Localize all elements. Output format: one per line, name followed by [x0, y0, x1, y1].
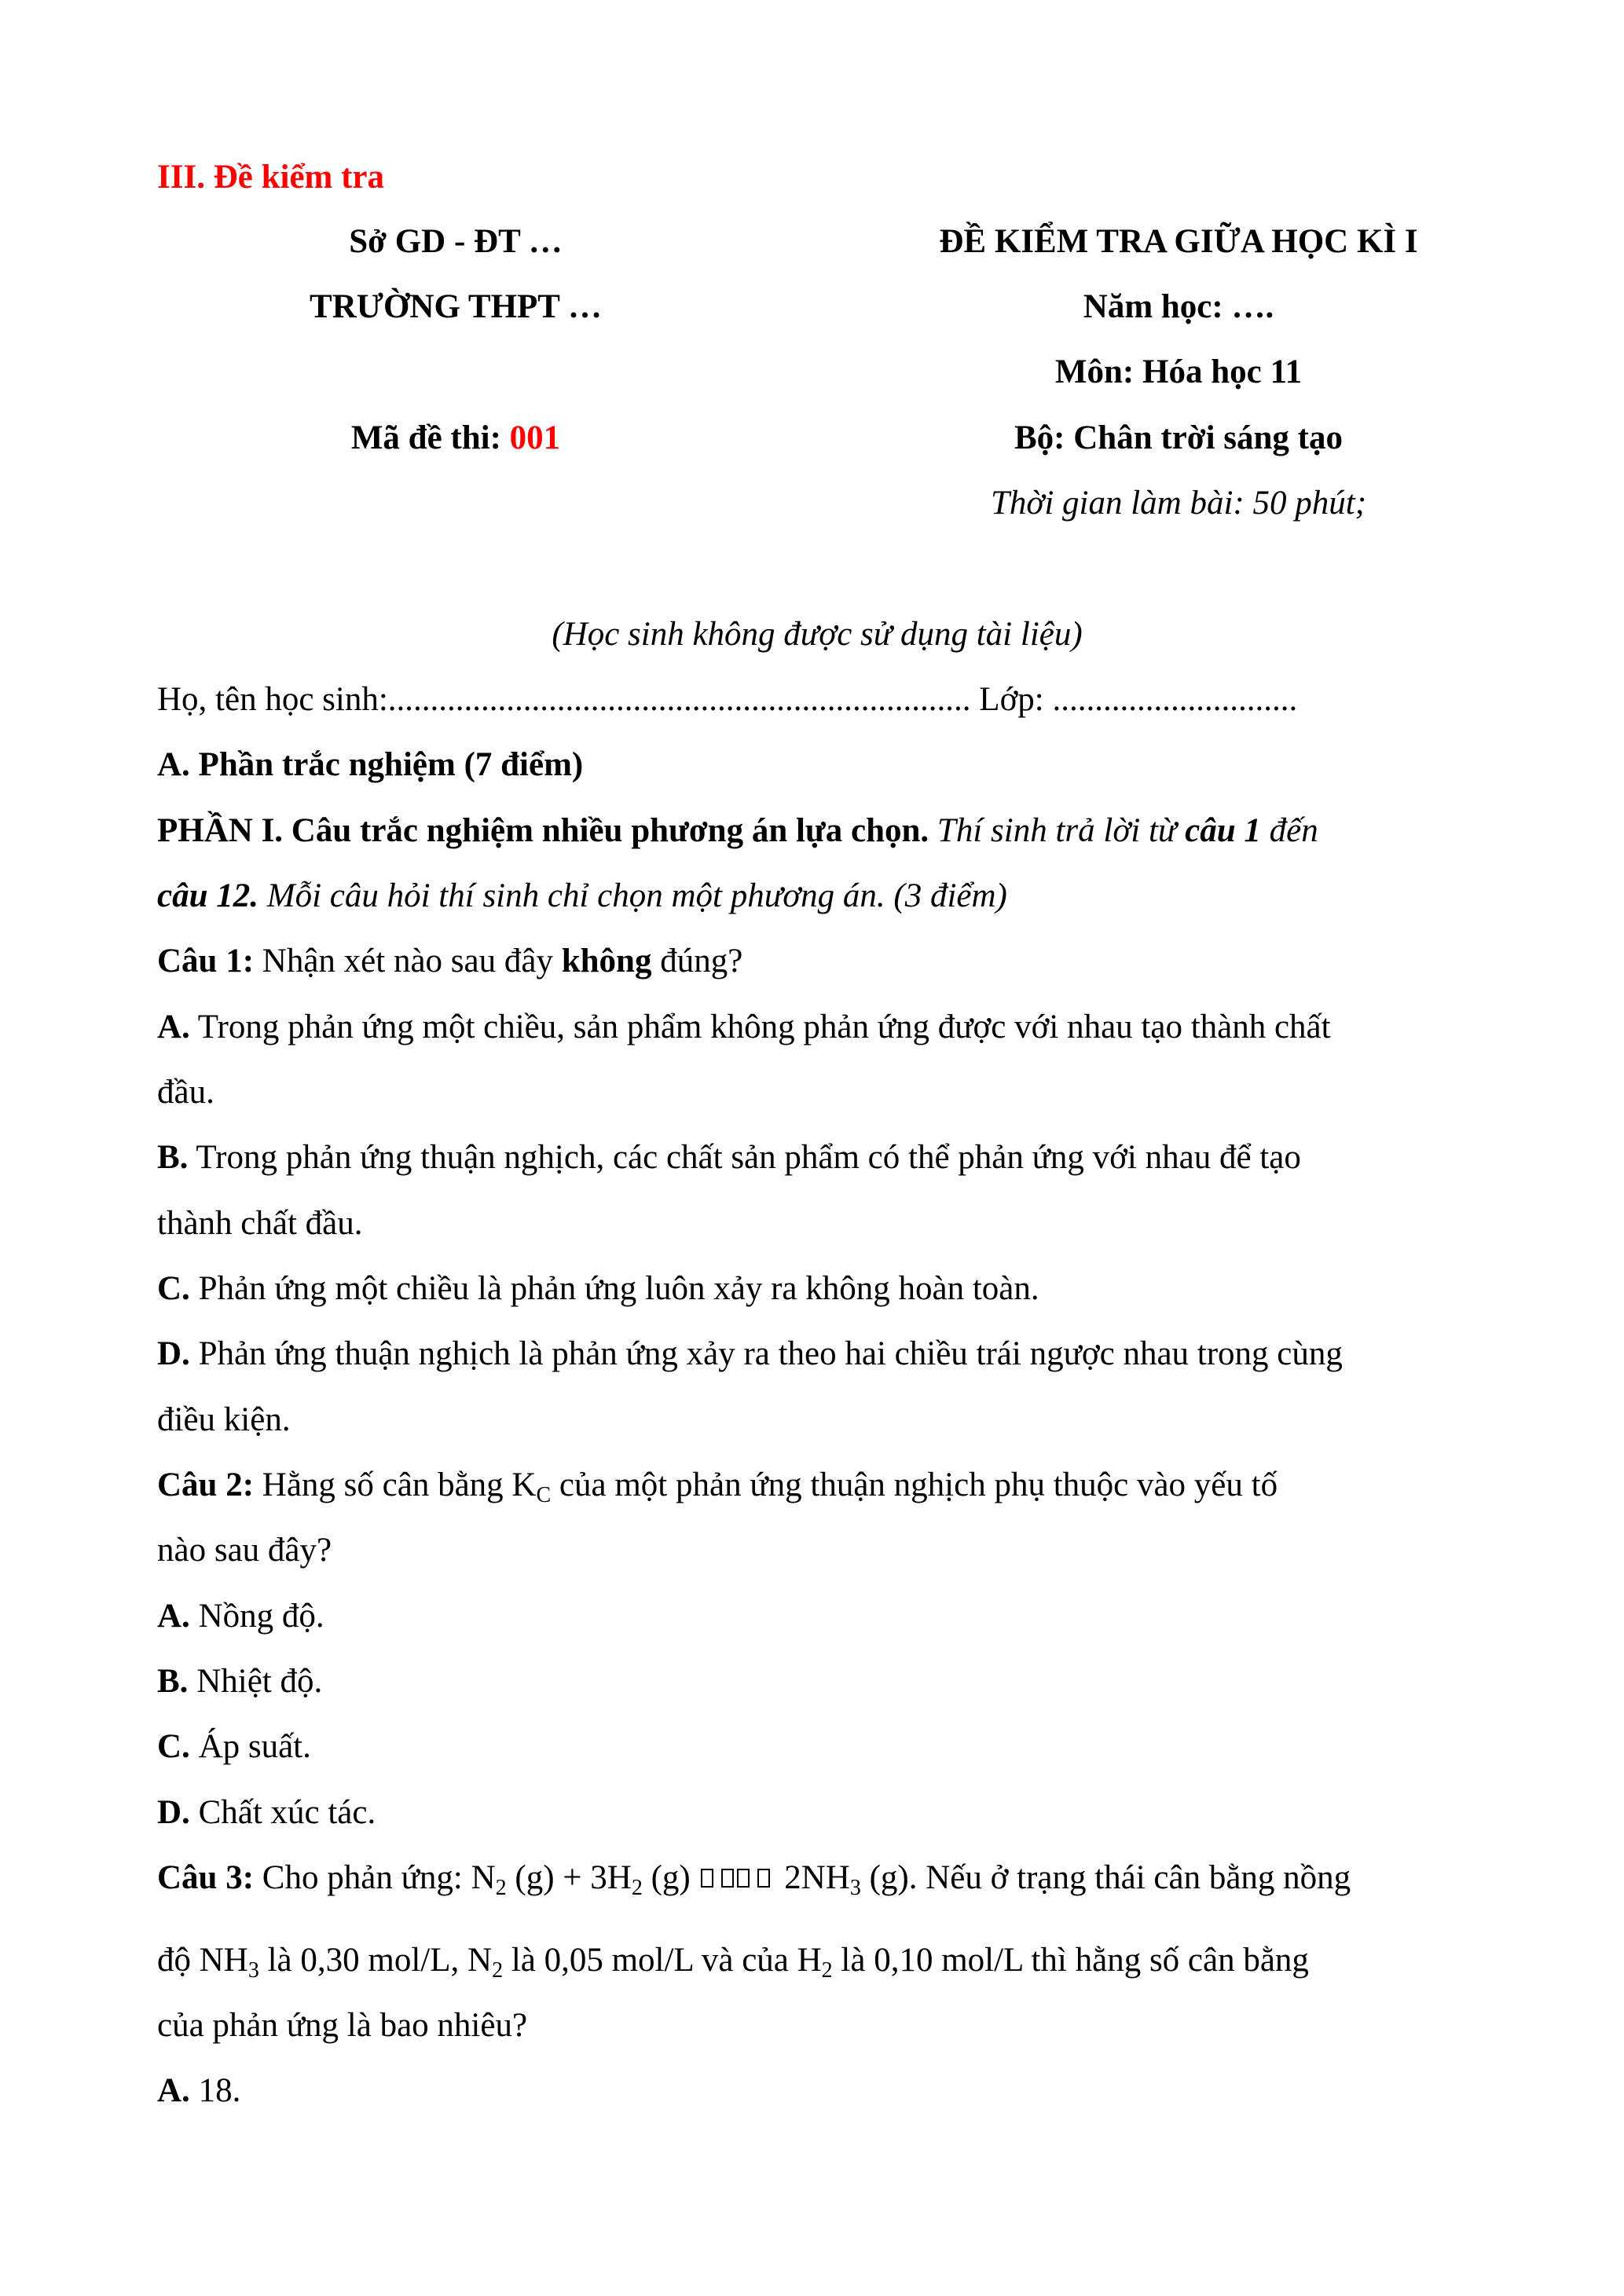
department: Sở GD - ĐT … [349, 223, 563, 260]
q1-option-a: A. Trong phản ứng một chiều, sản phẩm không phản ứng được với nhau tạo thành chất [157, 1009, 1331, 1045]
school-name: TRƯỜNG THPT … [310, 288, 602, 325]
section-title: III. Đề kiểm tra [157, 159, 385, 196]
question-1: Câu 1: Nhận xét nào sau đây không đúng? [157, 943, 743, 980]
no-materials-note: (Học sinh không được sử dụng tài liệu) [552, 616, 1083, 653]
equilibrium-arrow-icon [698, 1865, 775, 1891]
q1-option-d-cont: điều kiện. [157, 1401, 291, 1438]
school-year: Năm học: …. [1083, 288, 1274, 325]
question-2: Câu 2: Hằng số cân bằng $K_C$ của một phản ứng thuận nghịch phụ thuộc vào yếu tố [157, 1467, 1278, 1507]
q3-option-a: A. 18. [157, 2072, 241, 2109]
q2-option-c: C. Áp suất. [157, 1728, 311, 1765]
student-info-line: Họ, tên học sinh:..................................................................... Lớp: ............................. [157, 681, 1298, 718]
subject: Môn: Hóa học 11 [1054, 353, 1303, 390]
question-3-cont: độ $NH_3$ là 0,30 mol/L, $N_2$ là 0,05 mol/L và của $H_2$ là 0,10 mol/L thì hằng số cân bằng [157, 1942, 1309, 1983]
q2-option-b: B. Nhiệt độ. [157, 1663, 323, 1700]
exam-title: ĐỀ KIỂM TRA GIỮA HỌC KÌ I [939, 223, 1418, 260]
q1-option-a-cont: đầu. [157, 1074, 214, 1111]
q2-option-d: D. Chất xúc tác. [157, 1794, 376, 1831]
question-3-cont-2: của phản ứng là bao nhiêu? [157, 2007, 528, 2044]
question-2-cont: nào sau đây? [157, 1532, 332, 1569]
exam-code-value: 001 [509, 419, 561, 456]
question-3: Câu 3: Cho phản ứng: $N_2$ $(g) + 3H_2$ (g) $2NH_3$ (g). Nếu ở trạng thái cân bằng nồng [157, 1859, 1351, 1900]
q1-option-b-cont: thành chất đầu. [157, 1205, 363, 1242]
part-i-heading: PHẦN I. Câu trắc nghiệm nhiều phương án lựa chọn. Thí sinh trả lời từ câu 1 đến [157, 812, 1318, 849]
book-series: Bộ: Chân trời sáng tạo [1014, 419, 1343, 456]
duration: Thời gian làm bài: 50 phút; [990, 485, 1367, 522]
q1-option-b: B. Trong phản ứng thuận nghịch, các chất sản phẩm có thể phản ứng với nhau để tạo [157, 1139, 1301, 1176]
q1-option-d: D. Phản ứng thuận nghịch là phản ứng xảy ra theo hai chiều trái ngược nhau trong cùng [157, 1335, 1343, 1372]
part-a-heading: A. Phần trắc nghiệm (7 điểm) [157, 746, 584, 783]
part-i-instructions: câu 12. Mỗi câu hỏi thí sinh chỉ chọn một phương án. (3 điểm) [157, 877, 1007, 914]
exam-code: Mã đề thi: 001 [350, 419, 561, 456]
q1-option-c: C. Phản ứng một chiều là phản ứng luôn xảy ra không hoàn toàn. [157, 1270, 1039, 1307]
q2-option-a: A. Nồng độ. [157, 1598, 324, 1635]
